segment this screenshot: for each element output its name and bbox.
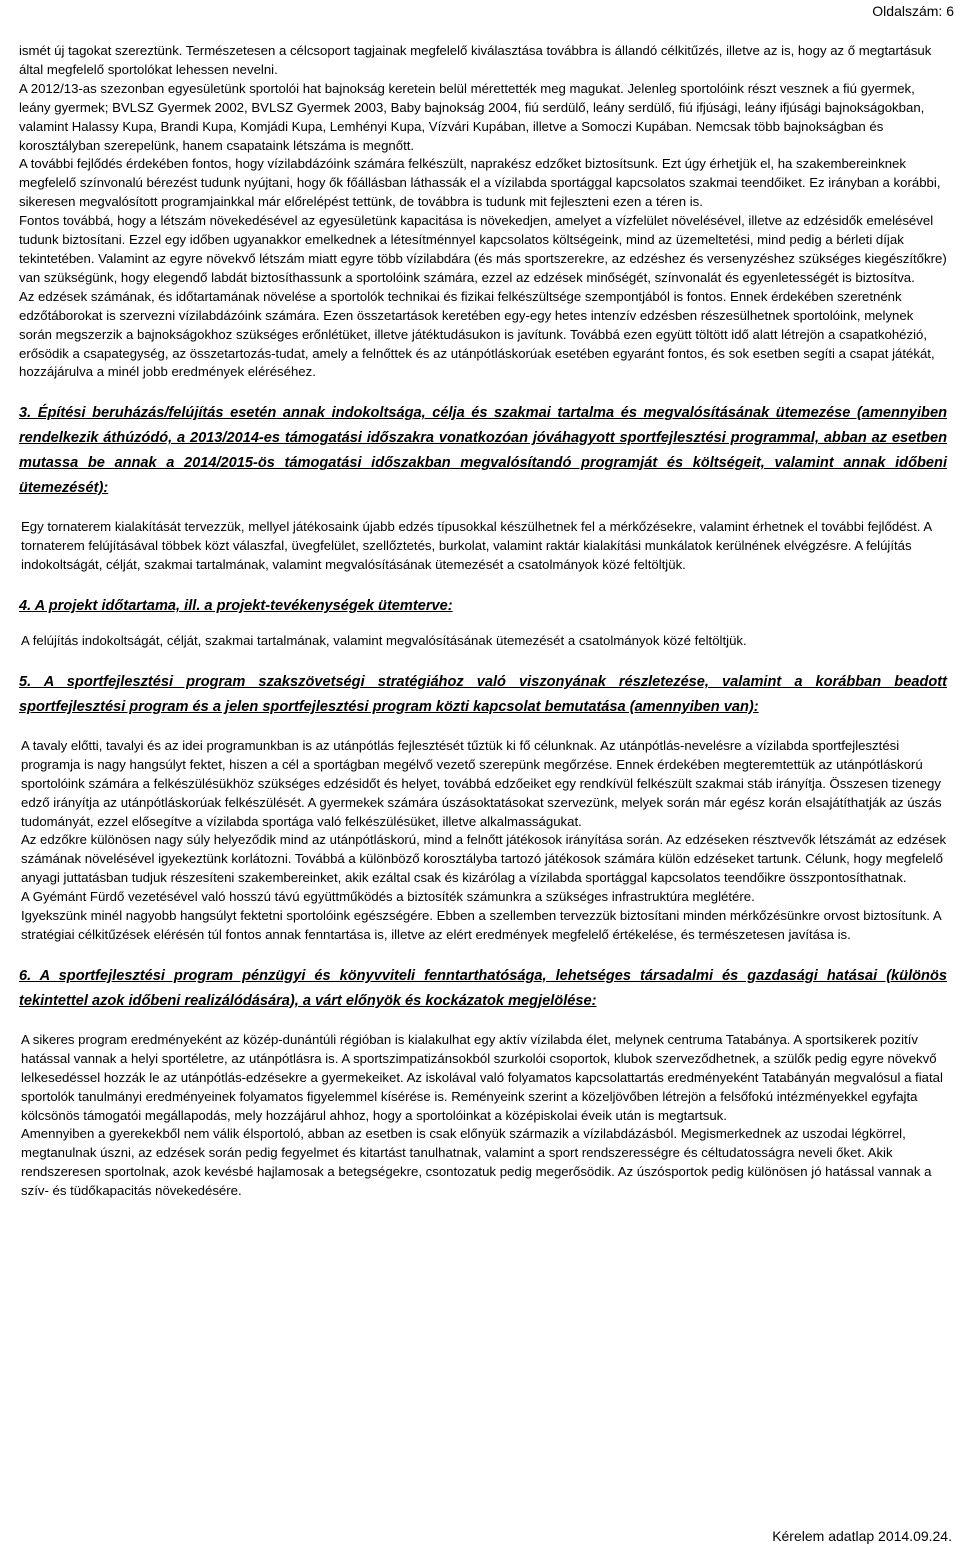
document-body [19, 42, 947, 1201]
body-paragraph: ismét új tagokat szereztünk. Természetesen a célcsoport tagjainak megfelelő kiválasztása továbbra is állandó célkitűzés, illetve az is, hogy az ő megtartásuk által megfelelő sportolókat lehessen nevelni. [19, 43, 932, 77]
footer-text: Kérelem adatlap 2014.09.24. [772, 1528, 952, 1544]
body-paragraph: Egy tornaterem kialakítását tervezzük, mellyel játékosaink újabb edzés típusokkal készülhetnek fel a mérkőzésekre, valamint érhetnek el további fejlődést. A tornaterem felújításával többek közt válaszfal, üvegfelület, szellőztetés, burkolat, valamint raktár kialakítási munkálatok kerülnének elvégzésre. A felújítás indokoltságát, célját, szakmai tartalmának, valamint megvalósításának ütemezését a csatolmányok közé feltöltjük. [21, 519, 932, 573]
page-number: Oldalszám: 6 [872, 3, 954, 19]
body-paragraph: Az edzőkre különösen nagy súly helyeződik mind az utánpótláskorú, mind a felnőtt játékosok irányítása során. Az edzéseken résztvevők létszámát az edzések számának növelésével igyekeztünk korlátozni. Továbbá a különböző korosztályba tartozó játékosok számára külön edzéseket tartunk. Célunk, hogy megfelelő anyagi juttatásban tudjuk részesíteni szakembereinket, akik ezáltal csak és kizárólag a vízilabda sportággal kapcsolatos teendőikre összpontosíthatnak. [21, 832, 947, 886]
body-paragraph: A tavaly előtti, tavalyi és az idei programunkban is az utánpótlás fejlesztését tűztük ki fő célunknak. Az utánpótlás-nevelésre a vízilabda sportfejlesztési programja is nagy hangsúlyt fektet, hiszen a cél a sportágban megélvő vezető szerepünk megőrzése. Ennek érdekében megteremtettük az utánpótláskorú sportolóink számára a felkészülésükhöz szükséges edzésidőt és helyet, továbbá edzőeiket egy rendkívül felkészült szakmai stáb irányítja. Összesen tizenegy edző irányítja az utánpótláskorúak felkészülését. A gyermekek számára úszásoktatásokat szervezünk, melyek során már egész korán elsajátíthatják az úszás tudományát, ezzel elősegítve a vízilabda sportága való felkészülésüket, illetve alkalmasságukat. [21, 737, 942, 829]
body-paragraph: Fontos továbbá, hogy a létszám növekedésével az egyesületünk kapacitása is növekedjen, amelyet a vízfelület növelésével, illetve az edzésidők emelésével tudunk biztosítani. Ezzel egy időben ugyanakkor emelkednek a létesítménnyel kapcsolatos költségeink, mind az üzemeltetési, mind pedig a bérleti díjak tekintetében. Valamint az egyre növekvő létszám miatt egyre több vízilabdára (és más sportszerekre, az edzéshez és versenyzéshez szükséges kiegészítőkre) van szükségünk, hogy elegendő labdát biztosíthassunk a sportolóink számára, ezzel az edzések minőségét, színvonalát és egyenletességét is biztosítva. [19, 213, 947, 285]
section-5 [19, 670, 947, 945]
section-heading: 6. A sportfejlesztési program pénzügyi és könyvviteli fenntarthatósága, lehetséges társadalmi és gazdasági hatásai (különös tekintettel azok időbeni realizálódására), a várt előnyök és kockázatok megjelölése: [19, 967, 947, 1009]
section-4 [19, 594, 947, 651]
body-paragraph: Igyekszünk minél nagyobb hangsúlyt fektetni sportolóink egészségére. Ebben a szellemben tervezzük biztosítani minden mérkőzésünkre orvost biztosítunk. A stratégiai célkitűzések elérésén túl fontos annak fenntartása is, illetve az elért eredmények megfelelő értékelése, és természetesen javítása is. [21, 908, 941, 942]
section-heading: 3. Építési beruházás/felújítás esetén annak indokoltsága, célja és szakmai tartalma és megvalósításának ütemezése (amennyiben rendelkezik áthúzódó, a 2013/2014-es támogatási időszakra vonatkozóan jóváhagyott sportfejlesztési programmal, abban az esetben mutassa be annak a 2014/2015-ös támogatási időszakban megvalósítandó programját és költségeit, valamint annak időbeni ütemezését): [19, 405, 947, 497]
section-heading: 4. A projekt időtartama, ill. a projekt-tevékenységek ütemterve: [19, 598, 453, 615]
section-6 [19, 964, 947, 1201]
body-paragraph: A felújítás indokoltságát, célját, szakmai tartalmának, valamint megvalósításának ütemezését a csatolmányok közé feltöltjük. [21, 633, 747, 649]
body-paragraph: Az edzések számának, és időtartamának növelése a sportolók technikai és fizikai felkészültsége szempontjából is fontos. Ennek érdekében szeretnénk edzőtáborokat is szervezni vízilabdázóink számára. Ezen összetartások keretében egy-egy hetes intenzív edzésben részesülhetnek sportolóink, melynek során megszerzik a bajnokságokhoz szükséges erőnlétüket, illetve játéktudásukon is javítunk. Továbbá ezen együtt töltött idő alatt létrejön a csapatkohézió, erősödik a csapategység, az összetartozás-tudat, amely a felnőttek és az utánpótláskorúak esetében egyaránt fontos, és sok esetben segíti a csapat játékát, hozzájárulva a minél jobb eredmények eléréséhez. [19, 288, 935, 380]
body-paragraph: A további fejlődés érdekében fontos, hogy vízilabdázóink számára felkészült, naprakész edzőket biztosítsunk. Ezt úgy érhetjük el, ha szakembereinknek megfelelő színvonalú bérezést tudunk nyújtani, hogy ők főállásban láthassák el a vízilabda sportággal kapcsolatos szakmai teendőiket. Ez irányban a korábbi, sikeresen megvalósított programjainkkal már előrelépést tettünk, de továbbra is tudunk mit fejleszteni ezen a téren is. [19, 156, 941, 210]
body-paragraph: A sikeres program eredményeként az közép-dunántúli régióban is kialakulhat egy aktív vízilabda élet, melynek centruma Tatabánya. A sportsikerek pozitív hatással vannak a helyi sportéletre, az utánpótlásra is. A sportszimpatizánsokból szurkolói csoportok, klubok szerveződhetnek, a szülők pedig egyre növekvő lelkesedéssel hozzák le az utánpótlás-edzésekre a gyermekeiket. Az iskolával való folyamatos kapcsolattartás eredményeként Tatabányán megvalósul a fiatal sportolók tanulmányi eredményeinek folyamatos figyelemmel kísérése is. Reményeink szerint a közeljövőben létrejön a felsőfokú intézményekkel egyfajta kölcsönös támogatói megállapodás, mely hozzájárul ahhoz, hogy a sportolóinkat a középiskolai éveik után is megtartsuk. [21, 1031, 943, 1123]
intro-section [19, 42, 947, 382]
body-paragraph: A Gyémánt Fürdő vezetésével való hosszú távú együttműködés a biztosíték számunkra a szükséges infrastruktúra meglétére. [21, 889, 755, 905]
section-3 [19, 401, 947, 575]
body-paragraph: A 2012/13-as szezonban egyesületünk sportolói hat bajnokság keretein belül mérettették meg magukat. Jelenleg sportolóink részt vesznek a fiú gyermek, leány gyermek; BVLSZ Gyermek 2002, BVLSZ Gyermek 2003, Baby bajnokság 2004, fiú serdülő, leány serdülő, fiú ifjúsági, leány ifjúsági bajnokságokban, valamint Halassy Kupa, Brandi Kupa, Komjádi Kupa, Lemhényi Kupa, Vízvári Kupában, illetve a Somoczi Kupában. Nemcsak több bajnokságban és korosztályban szerepelünk, hanem csapataink létszáma is megnőtt. [19, 80, 925, 153]
section-heading: 5. A sportfejlesztési program szakszövetségi stratégiához való viszonyának részletezése, valamint a korábban beadott sportfejlesztési program és a jelen sportfejlesztési program közti kapcsolat bemutatása (amennyiben van): [19, 673, 947, 715]
body-paragraph: Amennyiben a gyerekekből nem válik élsportoló, abban az esetben is csak előnyük származik a vízilabdázásból. Megismerkednek az uszodai légkörrel, megtanulnak úszni, az edzések során pedig fegyelmet és kitartást tanulhatnak, valamint a sport rendszerességre és céltudatosságra neveli őket. Akik rendszeresen sportolnak, azok kevésbé hajlamosak a betegségekre, csontozatuk pedig megerősödik. Az úszósportok pedig különösen jó hatással vannak a szív- és tüdőkapacitás növekedésére. [21, 1126, 932, 1199]
